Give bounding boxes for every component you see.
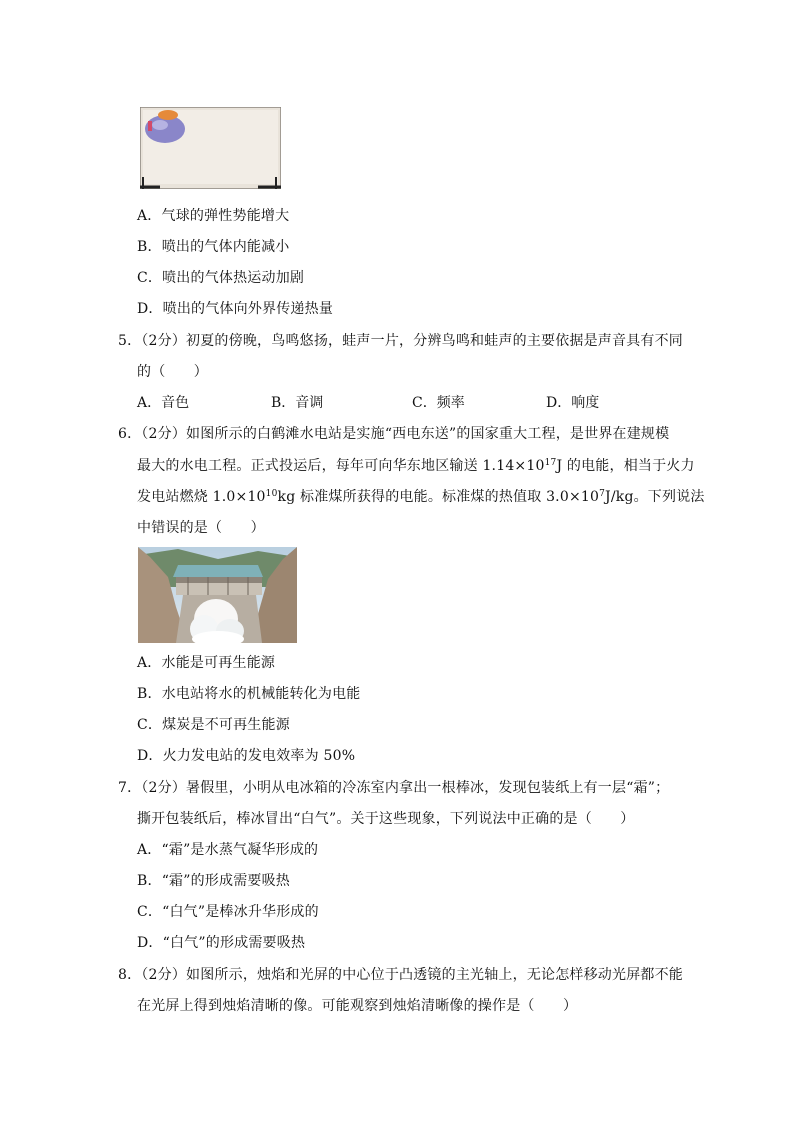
q6-line2-exponent: 17 — [544, 458, 557, 468]
q6-line3-exponent-2: 7 — [599, 489, 606, 499]
q4-option-d: D．喷出的气体向外界传递热量 — [137, 301, 334, 317]
q6-line3-exponent-1: 10 — [265, 489, 278, 499]
q5-stem-line1: 5．（2分）初夏的傍晚，鸟鸣悠扬，蛙声一片，分辨鸟鸣和蛙声的主要依据是声音具有不同 — [118, 333, 684, 349]
q8-stem-line2: 在光屏上得到烛焰清晰的像。可能观察到烛焰清晰像的操作是（ ） — [137, 998, 578, 1014]
q7-stem-line2: 撕开包装纸后，棒冰冒出“白气”。关于这些现象，下列说法中正确的是（ ） — [137, 811, 635, 827]
q4-option-c: C．喷出的气体热运动加剧 — [137, 270, 305, 286]
q7-stem-line1: 7．（2分）暑假里，小明从电冰箱的冷冻室内拿出一根棒冰，发现包装纸上有一层“霜”； — [118, 780, 670, 796]
q6-stem-line1: 6．（2分）如图所示的白鹤滩水电站是实施“西电东送”的国家重大工程，是世界在建规模 — [118, 426, 670, 442]
q6-stem-line3 — [137, 487, 705, 507]
q7-option-d: D．“白气”的形成需要吸热 — [137, 935, 306, 951]
q6-line2-text: 最大的水电工程。正式投运后，每年可向华东地区输送 1.14×10 — [137, 458, 545, 474]
balloon-photo — [140, 107, 281, 189]
q6-option-c: C．煤炭是不可再生能源 — [137, 717, 290, 733]
q5-stem-line2: 的（ ） — [137, 364, 208, 380]
q5-option-d: D．响度 — [546, 395, 600, 411]
q5-option-a: A．音色 — [137, 395, 190, 411]
q8-stem-line1: 8．（2分）如图所示，烛焰和光屏的中心位于凸透镜的主光轴上，无论怎样移动光屏都不能 — [118, 967, 684, 983]
q6-option-a: A．水能是可再生能源 — [137, 655, 276, 671]
dam-illustration — [138, 547, 297, 643]
q7-option-a: A．“霜”是水蒸气凝华形成的 — [137, 842, 319, 858]
q6-line2-tail: J 的电能，相当于火力 — [556, 458, 695, 474]
q7-option-c: C．“白气”是棒冰升华形成的 — [137, 904, 319, 920]
q6-line3-part-b: kg 标准煤所获得的电能。标准煤的热值取 3.0×10 — [277, 489, 600, 505]
q5-option-c: C．频率 — [412, 395, 465, 411]
q4-option-b: B．喷出的气体内能减小 — [137, 239, 290, 255]
q6-option-d: D．火力发电站的发电效率为 50% — [137, 748, 356, 764]
q6-stem-line4: 中错误的是（ ） — [137, 520, 265, 536]
q6-line3-part-c: J/kg。下列说法 — [605, 489, 705, 505]
q6-line3-part-a: 发电站燃烧 1.0×10 — [137, 489, 266, 505]
q6-option-b: B．水电站将水的机械能转化为电能 — [137, 686, 361, 702]
q4-option-a: A．气球的弹性势能增大 — [137, 208, 290, 224]
balloon-illustration — [140, 107, 281, 189]
q5-option-b: B．音调 — [271, 395, 324, 411]
q7-option-b: B．“霜”的形成需要吸热 — [137, 873, 291, 889]
hydropower-dam-photo — [138, 547, 297, 643]
q6-stem-line2 — [137, 456, 695, 476]
